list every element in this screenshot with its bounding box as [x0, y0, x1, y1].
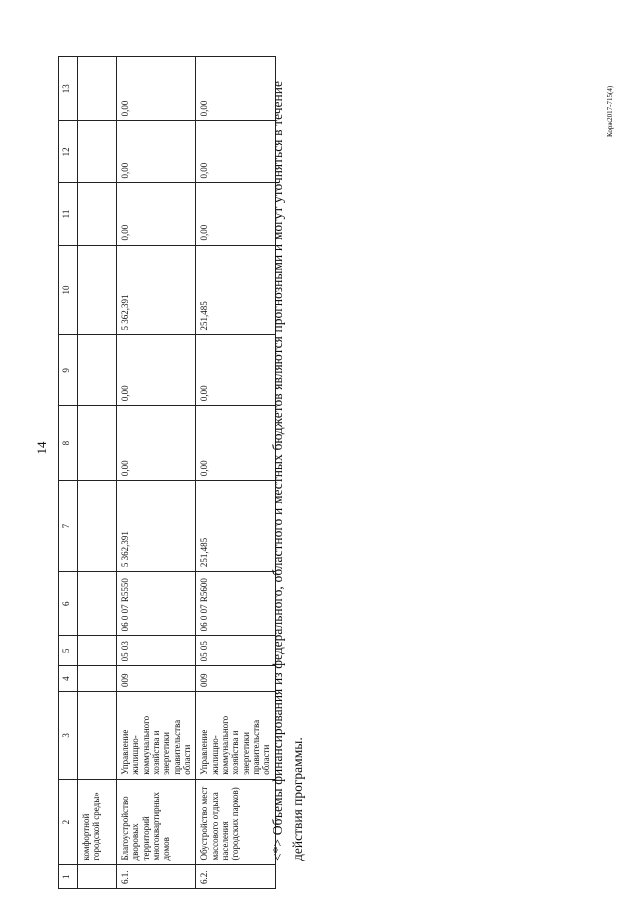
- column-header: 13: [59, 57, 78, 121]
- table-cell: 06 0 07 R5550: [117, 572, 196, 636]
- table-cell: 0,00: [196, 406, 275, 481]
- table-cell: 0,00: [117, 121, 196, 183]
- table-cell: 6.2.: [196, 865, 275, 889]
- table-cell: комфортной городской среды»: [78, 779, 117, 865]
- financing-table: [58, 56, 276, 889]
- table-cell: 0,00: [117, 57, 196, 121]
- column-header: 2: [59, 779, 78, 865]
- column-header: 5: [59, 636, 78, 666]
- table-cell: 6.1.: [117, 865, 196, 889]
- column-header: 8: [59, 406, 78, 481]
- table-cell: 0,00: [196, 57, 275, 121]
- document-code: Корж2017-715(4): [606, 85, 614, 137]
- table-cell: Обустройство мест массового отдыха населения (городских парков): [196, 779, 275, 865]
- table-cell: [78, 865, 117, 889]
- column-header: 10: [59, 245, 78, 335]
- column-header: 7: [59, 481, 78, 572]
- table-cell: 009: [196, 666, 275, 692]
- table-row: [78, 57, 117, 889]
- table-cell: 05 05: [196, 636, 275, 666]
- table-cell: 06 0 07 R5600: [196, 572, 275, 636]
- table-cell: [78, 636, 117, 666]
- table-cell: [78, 121, 117, 183]
- table-cell: 0,00: [196, 183, 275, 245]
- table-cell: [78, 406, 117, 481]
- column-header: 11: [59, 183, 78, 245]
- table-row: [196, 57, 275, 889]
- column-number-row: [59, 57, 78, 889]
- page-number: 14: [34, 441, 49, 455]
- column-header: 3: [59, 692, 78, 780]
- table-cell: 0,00: [117, 406, 196, 481]
- column-header: 6: [59, 572, 78, 636]
- table-cell: [78, 666, 117, 692]
- table-cell: [78, 245, 117, 335]
- table-row: [117, 57, 196, 889]
- table-cell: 0,00: [117, 183, 196, 245]
- column-header: 9: [59, 335, 78, 406]
- table-cell: 05 03: [117, 636, 196, 666]
- column-header: 1: [59, 865, 78, 889]
- table-cell: 009: [117, 666, 196, 692]
- column-header: 4: [59, 666, 78, 692]
- table-cell: Благоустройство дворовых территорий многоквартирных домов: [117, 779, 196, 865]
- table-cell: 0,00: [117, 335, 196, 406]
- table-cell: 0,00: [196, 121, 275, 183]
- table-cell: [78, 692, 117, 780]
- table-cell: 5 362,391: [117, 481, 196, 572]
- table-cell: Управление жилищно-коммунального хозяйства и энергетики правительства области: [196, 692, 275, 780]
- footnote: <*> Объемы финансирования из федерального, областного и местных бюджетов являются прогнозными и могут уточняться в течение действия программы.: [270, 81, 305, 861]
- table-cell: [78, 481, 117, 572]
- table-cell: [78, 183, 117, 245]
- table-cell: [78, 57, 117, 121]
- table-cell: Управление жилищно-коммунального хозяйства и энергетики правительства области: [117, 692, 196, 780]
- table-cell: 0,00: [196, 335, 275, 406]
- table-cell: [78, 572, 117, 636]
- table-cell: 251,485: [196, 245, 275, 335]
- table-cell: 251,485: [196, 481, 275, 572]
- column-header: 12: [59, 121, 78, 183]
- table-cell: [78, 335, 117, 406]
- table-cell: 5 362,391: [117, 245, 196, 335]
